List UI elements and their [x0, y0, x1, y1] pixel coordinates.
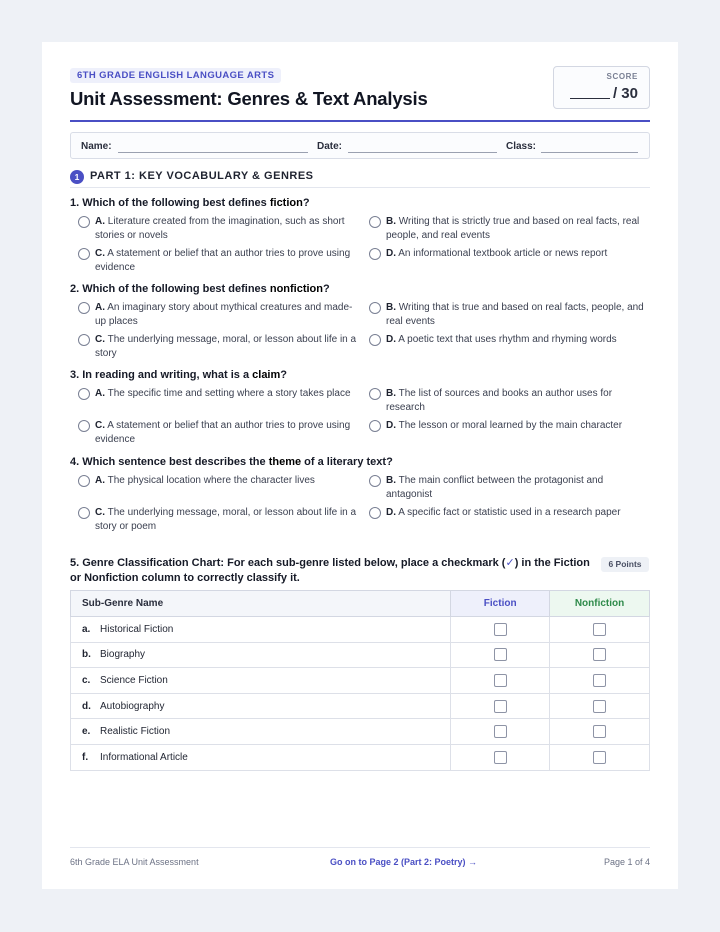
- subgenre-name: Autobiography: [100, 700, 165, 712]
- worksheet-page: 6TH GRADE ENGLISH LANGUAGE ARTS Unit Assessment: Genres & Text Analysis SCORE / 30 Name: Date: Class: 1 PART 1: KEY VOCABULARY & GENRES 1. Which of the following best defines fiction? A. Literature created from the imagination, such as short stories or novels B. Writing that is strictly true and based on real facts, real people, and real events C. A statement or belief that an author tries to prove using evidence D. An informational textbook article or news report 2. Which of the following best defines nonfiction? A. An imaginary story about mythical creatures and made-up places B. Writing that is true and based on real facts, people, and real events C. The underlying message, moral, or lesson about life in a story D. A poetic text that uses rhythm and rhyming words 3. In reading and writing, what is a claim? A. The specific time and setting where a story takes place B. The list of sources and books an author uses for research C. A statement or belief that an author tries to prove using evidence D. The lesson or moral learned by the main character 4. Which sentence best describes the theme of a literary text? A. The physical location where the character lives B. The main conflict between the protagonist and antagonist C. The underlying message, moral, or lesson about life in a story or poem D. A specific fact or statistic used in a research paper 5. Genre Classification Chart: For each sub-genre listed below, place a checkmark (✓) in the Fiction or Nonfiction column to correctly classify it. 6 Points Sub-Genre Name Fiction Nonfiction a. Historical Fiction b. Biography c. Science Fiction d. Autobiography e. Realistic Fiction f. Informational Article 6th Grade ELA Unit Assessment Go on to Page 2 (Part 2: Poetry) → Page 1 of 4: [42, 42, 678, 889]
- table-row: e. Realistic Fiction: [71, 719, 650, 745]
- question-5: 5. Genre Classification Chart: For each sub-genre listed below, place a checkmark (✓) in the Fiction or Nonfiction column to correctly classify it.: [70, 557, 590, 584]
- part-title: PART 1: KEY VOCABULARY & GENRES: [90, 170, 314, 182]
- score-value: [570, 85, 638, 102]
- class-field[interactable]: [541, 152, 638, 153]
- fiction-checkbox[interactable]: [494, 700, 507, 713]
- nonfiction-checkbox[interactable]: [593, 700, 606, 713]
- genre-classification-table: [70, 590, 650, 771]
- fiction-checkbox[interactable]: [494, 623, 507, 636]
- nonfiction-checkbox[interactable]: [593, 648, 606, 661]
- question-4: 4. Which sentence best describes the theme of a literary text?: [70, 456, 393, 468]
- subgenre-name: Historical Fiction: [100, 623, 174, 635]
- name-field[interactable]: [118, 152, 308, 153]
- checkmark-icon: ✓: [505, 557, 515, 569]
- footer-left: 6th Grade ELA Unit Assessment: [70, 857, 199, 867]
- fiction-checkbox[interactable]: [494, 751, 507, 764]
- radio-button[interactable]: [78, 475, 90, 487]
- question-2: 2. Which of the following best defines nonfiction?: [70, 283, 330, 295]
- next-page-link[interactable]: Go on to Page 2 (Part 2: Poetry) →: [330, 857, 478, 867]
- name-label: Name:: [81, 141, 112, 152]
- radio-button[interactable]: [78, 248, 90, 260]
- subject-badge: 6TH GRADE ENGLISH LANGUAGE ARTS: [70, 68, 281, 83]
- radio-button[interactable]: [78, 302, 90, 314]
- student-info-bar: [70, 132, 650, 159]
- subgenre-name: Science Fiction: [100, 674, 168, 686]
- radio-button[interactable]: [78, 334, 90, 346]
- radio-button[interactable]: [78, 420, 90, 432]
- radio-button[interactable]: [78, 216, 90, 228]
- radio-button[interactable]: [369, 475, 381, 487]
- question-3: 3. In reading and writing, what is a claim?: [70, 369, 288, 381]
- score-label: SCORE: [606, 72, 638, 81]
- table-row: d. Autobiography: [71, 693, 650, 719]
- fiction-checkbox[interactable]: [494, 648, 507, 661]
- radio-button[interactable]: [369, 334, 381, 346]
- column-header-nonfiction: Nonfiction: [550, 591, 650, 617]
- score-box: [553, 66, 650, 109]
- footer-divider: [70, 847, 650, 848]
- table-row: c. Science Fiction: [71, 668, 650, 694]
- fiction-checkbox[interactable]: [494, 674, 507, 687]
- radio-button[interactable]: [369, 420, 381, 432]
- date-label: Date:: [317, 141, 343, 152]
- nonfiction-checkbox[interactable]: [593, 751, 606, 764]
- table-row: f. Informational Article: [71, 744, 650, 770]
- radio-button[interactable]: [369, 302, 381, 314]
- column-header-fiction: Fiction: [451, 591, 550, 617]
- part-1-header: [70, 169, 650, 188]
- date-field[interactable]: [348, 152, 497, 153]
- score-total: / 30: [612, 85, 638, 102]
- nonfiction-checkbox[interactable]: [593, 725, 606, 738]
- page-title: Unit Assessment: Genres & Text Analysis: [70, 88, 428, 109]
- radio-button[interactable]: [369, 507, 381, 519]
- radio-button[interactable]: [369, 388, 381, 400]
- nonfiction-checkbox[interactable]: [593, 674, 606, 687]
- class-label: Class:: [506, 141, 537, 152]
- table-row: b. Biography: [71, 642, 650, 668]
- subgenre-name: Biography: [100, 649, 146, 661]
- points-badge: 6 Points: [601, 557, 649, 572]
- radio-button[interactable]: [78, 507, 90, 519]
- score-blank[interactable]: [570, 98, 610, 99]
- radio-button[interactable]: [78, 388, 90, 400]
- column-header-subgenre: Sub-Genre Name: [71, 591, 451, 617]
- part-number-badge: 1: [70, 170, 84, 184]
- title-divider: [70, 120, 650, 122]
- question-1: 1. Which of the following best defines fiction?: [70, 197, 310, 209]
- subgenre-name: Informational Article: [100, 751, 188, 763]
- nonfiction-checkbox[interactable]: [593, 623, 606, 636]
- radio-button[interactable]: [369, 248, 381, 260]
- radio-button[interactable]: [369, 216, 381, 228]
- table-row: a. Historical Fiction: [71, 617, 650, 643]
- page-number: Page 1 of 4: [603, 857, 650, 867]
- subgenre-name: Realistic Fiction: [100, 726, 171, 738]
- fiction-checkbox[interactable]: [494, 725, 507, 738]
